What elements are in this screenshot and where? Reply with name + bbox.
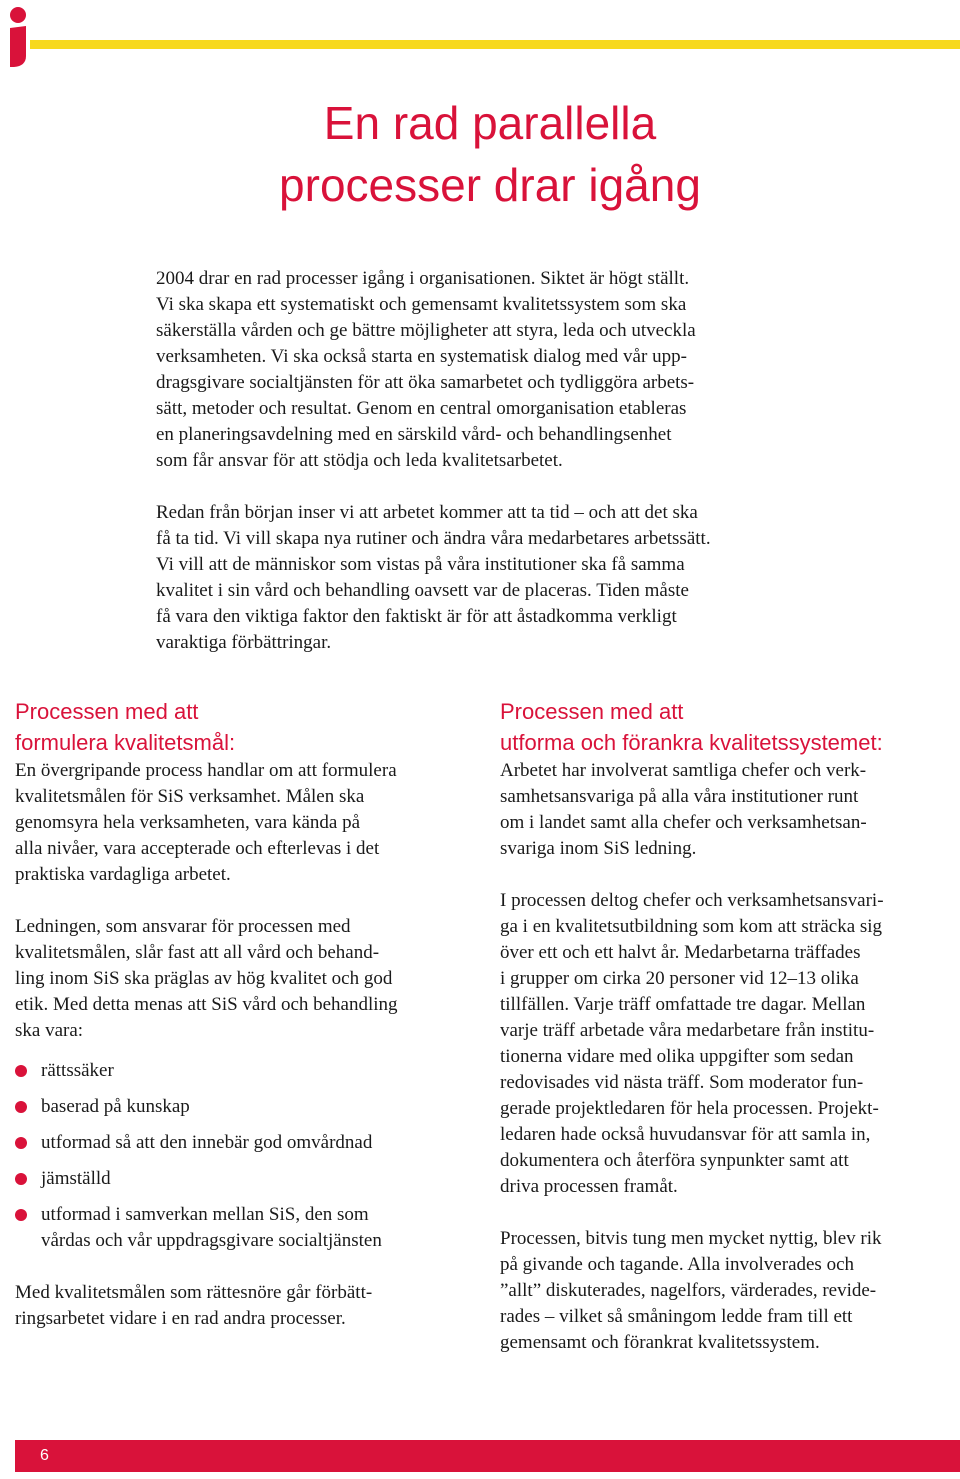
- text-line: Redan från början inser vi att arbetet kommer att ta tid – och att det ska: [156, 502, 698, 523]
- bullet-dot-icon: [15, 1065, 27, 1077]
- text-line: kvalitet i sin vård och behandling oavsett var de placeras. Tiden måste: [156, 580, 689, 601]
- text-line: om i landet samt alla chefer och verksamhetsan-: [500, 812, 867, 833]
- left-column-heading: [15, 696, 475, 758]
- text-line: tionerna vidare med olika uppgifter som sedan: [500, 1046, 854, 1067]
- text-line: tillfällen. Varje träff omfattade tre dagar. Mellan: [500, 994, 866, 1015]
- text-line: Processen med att: [15, 699, 199, 724]
- list-item-text: rättssäker: [41, 1060, 114, 1081]
- title-line-2: processer drar igång: [279, 159, 701, 211]
- text-line: kvalitetsmålen för SiS verksamhet. Målen ska: [15, 786, 365, 807]
- text-line: på givande och tagande. Alla involverades och: [500, 1254, 855, 1275]
- top-yellow-bar: [30, 40, 960, 49]
- bullet-dot-icon: [15, 1137, 27, 1149]
- text-line: genomsyra hela verksamheten, vara kända på: [15, 812, 361, 833]
- list-item: [15, 1166, 475, 1192]
- list-item: [15, 1094, 475, 1120]
- text-line: få vara den viktiga faktor den faktiskt är för att åstadkomma verkligt: [156, 606, 677, 627]
- text-line: dokumentera och återföra synpunkter samt att: [500, 1150, 849, 1171]
- text-line: i grupper om cirka 20 personer vid 12–13 olika: [500, 968, 859, 989]
- right-column: [500, 696, 960, 1356]
- text-line: säkerställa vården och ge bättre möjligheter att styra, leda och utveckla: [156, 320, 696, 341]
- sis-logo-icon: [6, 6, 28, 68]
- list-item-text: baserad på kunskap: [41, 1096, 190, 1117]
- text-line: Ledningen, som ansvarar för processen med: [15, 916, 351, 937]
- quality-bullet-list: [15, 1058, 475, 1254]
- right-paragraph-1: [500, 758, 960, 862]
- text-line: redovisades vid nästa träff. Som moderator fun-: [500, 1072, 864, 1093]
- text-line: utforma och förankra kvalitetssystemet:: [500, 730, 883, 755]
- text-line: ska vara:: [15, 1020, 84, 1041]
- right-paragraph-2: [500, 888, 960, 1200]
- text-line: kvalitetsmålen, slår fast att all vård och behand-: [15, 942, 380, 963]
- text-line: som får ansvar för att stödja och leda kvalitetsarbetet.: [156, 450, 563, 471]
- text-line: gemensamt och förankrat kvalitetssystem.: [500, 1332, 820, 1353]
- text-line: alla nivåer, vara accepterade och efterlevas i det: [15, 838, 380, 859]
- left-paragraph-2: [15, 914, 475, 1044]
- intro-paragraph-1: [156, 266, 856, 474]
- list-item: [15, 1058, 475, 1084]
- footer-bar: [15, 1440, 960, 1472]
- bullet-dot-icon: [15, 1173, 27, 1185]
- text-line: driva processen framåt.: [500, 1176, 678, 1197]
- text-line: rades – vilket så småningom ledde fram till ett: [500, 1306, 853, 1327]
- text-line: gerade projektledaren för hela processen. Projekt-: [500, 1098, 879, 1119]
- text-line: ga i en kvalitetsutbildning som kom att sträcka sig: [500, 916, 883, 937]
- text-line: ledaren hade också huvudansvar för att samla in,: [500, 1124, 871, 1145]
- text-line: varje träff arbetade våra medarbetare från institu-: [500, 1020, 875, 1041]
- intro-paragraph-2: [156, 500, 856, 656]
- list-item-text: jämställd: [41, 1168, 111, 1189]
- text-line: sätt, metoder och resultat. Genom en central omorganisation etableras: [156, 398, 687, 419]
- text-line: Processen, bitvis tung men mycket nyttig, blev rik: [500, 1228, 882, 1249]
- page-title: [210, 92, 770, 216]
- bullet-dot-icon: [15, 1101, 27, 1113]
- left-column: [15, 696, 475, 1332]
- left-paragraph-1: [15, 758, 475, 888]
- text-line: etik. Med detta menas att SiS vård och behandling: [15, 994, 398, 1015]
- text-line: dragsgivare socialtjänsten för att öka samarbetet och tydliggöra arbets-: [156, 372, 695, 393]
- text-line: Processen med att: [500, 699, 684, 724]
- intro-section: [156, 266, 856, 656]
- text-line: ”allt” diskuterades, nagelfors, värderades, revide-: [500, 1280, 877, 1301]
- text-line: Vi ska skapa ett systematiskt och gemensamt kvalitetssystem som ska: [156, 294, 687, 315]
- right-paragraph-3: [500, 1226, 960, 1356]
- text-line: Vi vill att de människor som vistas på våra institutioner ska få samma: [156, 554, 685, 575]
- list-item: [15, 1130, 475, 1156]
- text-line: över ett och ett halvt år. Medarbetarna träffades: [500, 942, 861, 963]
- text-line: få ta tid. Vi vill skapa nya rutiner och ändra våra medarbetares arbetssätt.: [156, 528, 711, 549]
- bullet-dot-icon: [15, 1209, 27, 1221]
- text-line: samhetsansvariga på alla våra institutioner runt: [500, 786, 859, 807]
- text-line: formulera kvalitetsmål:: [15, 730, 236, 755]
- text-line: varaktiga förbättringar.: [156, 632, 332, 653]
- text-line: Arbetet har involverat samtliga chefer och verk-: [500, 760, 867, 781]
- text-line: 2004 drar en rad processer igång i organisationen. Siktet är högt ställt.: [156, 268, 690, 289]
- list-item-text: utformad så att den innebär god omvårdnad: [41, 1132, 373, 1153]
- text-line: ringsarbetet vidare i en rad andra processer.: [15, 1308, 346, 1329]
- text-line: en planeringsavdelning med en särskild vård- och behandlingsenhet: [156, 424, 672, 445]
- left-closing-paragraph: [15, 1280, 475, 1332]
- text-line: svariga inom SiS ledning.: [500, 838, 697, 859]
- list-item-text: vårdas och vår uppdragsgivare socialtjänsten: [41, 1230, 382, 1251]
- list-item: [15, 1202, 475, 1254]
- text-line: Med kvalitetsmålen som rättesnöre går förbätt-: [15, 1282, 373, 1303]
- text-line: I processen deltog chefer och verksamhetsansvari-: [500, 890, 884, 911]
- title-line-1: En rad parallella: [323, 97, 657, 149]
- text-line: praktiska vardagliga arbetet.: [15, 864, 231, 885]
- text-line: ling inom SiS ska präglas av hög kvalitet och god: [15, 968, 393, 989]
- right-column-heading: [500, 696, 960, 758]
- text-line: verksamheten. Vi ska också starta en systematisk dialog med vår upp-: [156, 346, 687, 367]
- list-item-text: utformad i samverkan mellan SiS, den som: [41, 1204, 369, 1225]
- page-number: 6: [40, 1447, 49, 1464]
- text-line: En övergripande process handlar om att formulera: [15, 760, 397, 781]
